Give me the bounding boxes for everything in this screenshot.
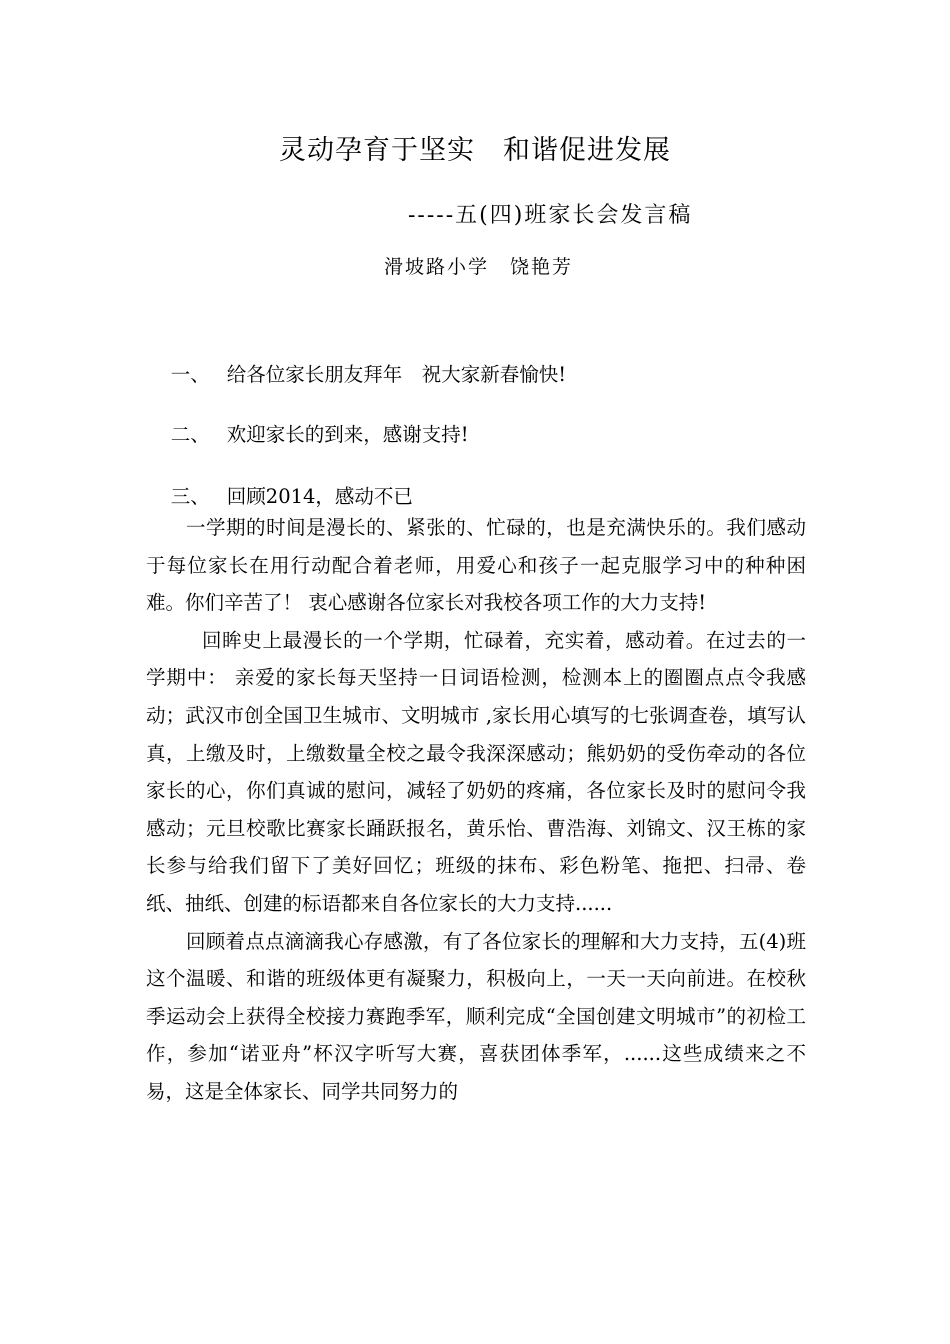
section-heading-text: 欢迎家长的到来，感谢支持! <box>226 423 469 446</box>
body-paragraph: 回顾着点点滴滴我心存感激，有了各位家长的理解和大力支持，五(4)班这个温暖、和谐的班级体更有凝聚力，积极向上，一天一天向前进。在校秋季运动会上获得全校接力赛跑季军，顺利完成“全国创建文明城市”的初检工作，参加“诺亚舟”杯汉字听写大赛，喜获团体季军，......这些成绩来之不易，这是全体家长、同学共同努力的 <box>146 929 806 1103</box>
author-line: 滑坡路小学 饶艳芳 <box>384 256 574 278</box>
document-title: 灵动孕育于坚实 和谐促进发展 <box>279 135 671 166</box>
body-paragraph: 回眸史上最漫长的一个学期，忙碌着，充实着，感动着。在过去的一学期中： 亲爱的家长每天坚持一日词语检测，检测本上的圈圈点点令我感动；武汉市创全国卫生城市、文明城市 ,家长用心填写的七张调查卷，填写认真，上缴及时，上缴数量全校之最令我深深感动；熊奶奶的受伤牵动的各位家长的心，你们真诚的慰问，减轻了奶奶的疼痛，各位家长及时的慰问令我感动；元旦校歌比赛家长踊跃报名，黄乐怡、曹浩海、刘锦文、汉王栋的家长参与给我们留下了美好回忆；班级的抹布、彩色粉笔、拖把、扫帚、卷纸、抽纸、创建的标语都来自各位家长的大力支持...... <box>146 628 806 915</box>
section-number: 二、 <box>170 423 210 446</box>
section-heading-text: 回顾2014，感动不已 <box>226 485 413 508</box>
body-paragraph: 一学期的时间是漫长的、紧张的、忙碌的，也是充满快乐的。我们感动于每位家长在用行动配合着老师，用爱心和孩子一起克服学习中的种种困难。你们辛苦了！ 衷心感谢各位家长对我校各项工作的大力支持! <box>146 516 806 615</box>
section-heading-text: 给各位家长朋友拜年 祝大家新春愉快! <box>226 363 567 386</box>
section-number: 一、 <box>170 363 210 386</box>
section-number: 三、 <box>170 485 210 508</box>
document-subtitle: -----五(四)班家长会发言稿 <box>408 203 693 228</box>
body-text <box>146 509 806 1111</box>
